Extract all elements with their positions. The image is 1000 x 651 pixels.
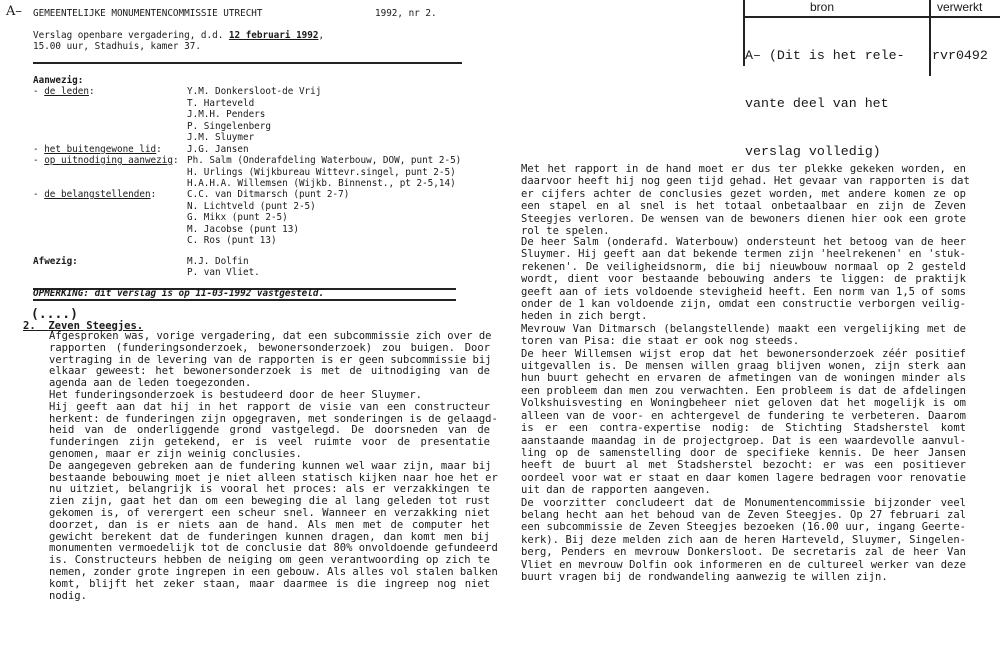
attendance-group-label — [33, 144, 162, 156]
text-line: monumenten vermoedelijk tot de conclusie dat 80% onvoldoende gefundeerd — [49, 542, 498, 555]
text-line: herkent: de funderingen zijn opgegraven, met sonderingen is de gelaagd- — [49, 412, 498, 425]
attendee-name: C. Ros (punt 13) — [187, 235, 277, 246]
paragraph — [521, 348, 966, 497]
attendee-name: H. Urlings (Wijkbureau Wittevr.singel, punt 2-5) — [187, 166, 456, 178]
attendance-group-label — [33, 155, 179, 167]
text-line: Met het rapport in de hand moet er dus ter plekke gekeken worden, en — [521, 163, 966, 175]
present-label: Aanwezig: — [33, 75, 84, 86]
text-line: gewicht berekent dat de funderingen kunnen dragen, dan komt men bij — [49, 530, 490, 543]
bron-line: verslag volledig) — [745, 144, 881, 159]
text-line: funderingen zijn getekend, er is veel ruimte voor de presentatie — [49, 436, 490, 449]
text-line: oordeel voor wat er staat en daar komen lagere bedragen voor renovatie — [521, 471, 966, 484]
list-dash: - — [33, 189, 45, 200]
text-line: zien zijn, gaat het dan om een beweging die al lang geleden tot rust — [49, 495, 490, 508]
text-line: toren van Pisa: die staat er ook nog steeds. — [521, 335, 800, 348]
list-dash: - — [33, 144, 45, 155]
bron-line: vante deel van het — [745, 96, 889, 111]
text-line: doorzet, dan is er niets aan de hand. Als men met de computer het — [49, 518, 490, 531]
verwerkt-cell: rvr0492 — [932, 48, 988, 63]
meeting-date: 12 februari 1992 — [228, 30, 319, 41]
attendee-name: H.A.H.A. Willemsen (Wijkb. Binnenst., pt 2-5,14) — [187, 178, 456, 189]
paragraph — [521, 323, 966, 348]
attendee-name: J.M.H. Penders — [187, 109, 266, 120]
right-column-text — [521, 236, 966, 583]
attendee-name: J.G. Jansen — [187, 144, 249, 155]
group-label-text: op uitnodiging aanwezig — [44, 155, 173, 166]
bron-line: A– (Dit is het rele- — [745, 48, 905, 63]
text-line: een subcommissie de Zeven Steegjes bezoeken (16.00 uur, ingang Geerte- — [521, 521, 966, 534]
paragraph — [521, 236, 966, 323]
attendee-name: M. Jacobse (punt 13) — [187, 223, 299, 235]
text-line: buurt vragen bij de rondwandeling aanwezig te willen zijn. — [521, 570, 888, 583]
group-label-text: de belangstellenden — [44, 189, 151, 200]
text-line: De voorzitter concludeert dat de Monumentencommissie bijzonder veel — [521, 496, 966, 509]
text-line: een stapel en al snel is het totaal onbetaalbaar en zijn de Zeven — [521, 200, 966, 213]
text-line: uit dan de rapporten aangeven. — [521, 484, 711, 497]
list-dash: - — [33, 86, 45, 97]
text-line: agenda aan de leden toegezonden. — [49, 377, 252, 390]
text-line: nemen, zonder grote ingrepen in een gebouw. Als alles vol stalen balken — [49, 565, 498, 578]
text-line: elkaar geweest: het bewonersonderzoek is met de uitnodiging van de — [49, 365, 490, 378]
list-dash: - — [33, 155, 45, 166]
text-line: ling op de samenstelling door de specifieke kennis. De heer Jansen — [521, 446, 966, 459]
text-line: nodig. — [49, 589, 87, 602]
text-line: is er een contra-expertise nodig: de Stichting Stadsherstel komt — [521, 422, 966, 435]
text-line: Hij geeft aan dat hij in het rapport de visie van een constructeur — [49, 400, 490, 413]
column-header-verwerkt: verwerkt — [937, 0, 983, 14]
meeting-line-1 — [33, 30, 324, 42]
text-line: geeft aan of iets voldoende stevigheid heeft. Een norm van 1,5 of soms — [521, 285, 966, 298]
attendee-name: Y.M. Donkersloot-de Vrij — [187, 86, 322, 97]
text-line: genomen, maar er zijn weinig conclusies. — [49, 447, 302, 460]
attendance-group-label — [33, 189, 156, 201]
text-line: rekenen'. De veiligheidsnorm, die bij nieuwbouw normaal op 2 gesteld — [521, 260, 966, 273]
right-continuation: rol te spelen. — [521, 225, 610, 237]
meeting-line-2: 15.00 uur, Stadhuis, kamer 37. — [33, 41, 201, 52]
absent-name: P. van Vliet. — [187, 267, 260, 278]
text-line: een probleem dan men zou verwachten. Een probleem is dat de afdelingen — [521, 384, 966, 397]
text-line: De heer Salm (onderafd. Waterbouw) ondersteunt het betoog van de heer — [521, 236, 966, 248]
paragraph — [521, 497, 966, 584]
right-column-intro — [521, 163, 970, 225]
text-line: aanstaande maandag in de projectgroep. Dat is een waardevolle aanvul- — [521, 434, 966, 447]
attendance-group-label — [33, 86, 95, 98]
remark-rule-bottom — [33, 299, 456, 301]
attendee-name: C.C. van Ditmarsch (punt 2-7) — [187, 189, 350, 200]
paragraph — [49, 390, 490, 402]
text-line: er cijfers achter de conclusies gezet worden, met andere komen ze op — [521, 187, 966, 200]
text-line: Vliet en mevrouw Dolfin ook informeren en de cultureel werker van deze — [521, 558, 966, 571]
remark: OPMERKING: dit verslag is op 11-03-1992 vastgesteld. — [33, 288, 325, 299]
section-number: 2. — [23, 320, 36, 332]
table-border-middle — [929, 0, 931, 76]
report-number: 1992, nr 2. — [375, 8, 437, 19]
group-label-text: de leden — [44, 86, 89, 97]
section-title: Zeven Steegjes. — [48, 320, 144, 332]
text-line: kerk). Bij deze melden zich aan de heren Harteveld, Sluymer, Singelen- — [521, 533, 966, 546]
left-column-text — [49, 330, 498, 602]
group-label-text: het buitengewone lid — [44, 144, 157, 155]
paragraph — [49, 400, 498, 461]
paragraph — [521, 163, 970, 225]
text-line: belang hecht aan het behoud van de Zeven Steegjes. Op 27 februari zal — [521, 508, 966, 521]
attendee-name: G. Mikx (punt 2-5) — [187, 212, 288, 223]
omission-marker: (....) — [31, 307, 78, 322]
text-line: Het funderingsonderzoek is bestudeerd door de heer Sluymer. — [49, 388, 422, 401]
text-line: daarvoor heeft hij nog geen tijd gehad. Het gevaar van rapporten is dat — [521, 175, 970, 188]
text-line: rapporten (funderingsonderzoek, bewonersonderzoek) zou buigen. Door — [49, 341, 490, 354]
meeting-prefix: Verslag openbare vergadering, d.d. — [33, 30, 229, 41]
colon: : — [88, 86, 95, 97]
text-line: heid van de onderliggende grond vastgelegd. De doorsneden van de — [49, 424, 490, 437]
bron-cell — [745, 16, 905, 176]
document-marker: A– — [6, 4, 22, 19]
text-line: komt, blijft het zeker staan, maar daarmee is die ingreep nog niet — [49, 577, 490, 590]
absent-label: Afwezig: — [33, 256, 78, 267]
text-line: gekomen is, of verergert een scheur snel. Wanneer en verzakking niet — [49, 506, 490, 519]
absent-name: M.J. Dolfin — [187, 256, 249, 267]
text-line: Volkshuisvesting en Woningbeheer niet geloven dat het mogelijk is om — [521, 397, 966, 410]
text-line: bestaande bebouwing moet je niet alleen statisch kijken naar hoe het er — [49, 471, 498, 484]
meeting-suffix: , — [318, 30, 325, 41]
text-line: vertraging in de levering van de rapporten is er geen subcommissie bij — [49, 353, 492, 366]
paragraph — [49, 459, 498, 603]
paragraph — [49, 331, 490, 390]
attendee-name: T. Harteveld — [187, 97, 255, 109]
organisation-title: GEMEENTELIJKE MONUMENTENCOMMISSIE UTRECHT — [33, 8, 263, 19]
colon: : — [156, 144, 162, 155]
text-line: onder de 1 kan voldoende zijn, omdat een constructie verborgen veilig- — [521, 298, 966, 311]
text-line: is. Constructeurs hebben de neiging om geen verantwoording op zich te — [49, 554, 490, 567]
text-line: Sluymer. Hij geeft aan dat bekende termen zijn 'heelrekenen' en 'stuk- — [521, 248, 966, 261]
text-line: nu uitziet, belangrijk is vooral het proces: als er verzakkingen te — [49, 483, 490, 496]
colon: : — [150, 189, 157, 200]
text-line: berg, Penders en mevrouw Donkersloot. De secretaris zal de heer Van — [521, 546, 966, 559]
text-line: Steegjes verloren. De wensen van de bewoners dienen hier ook een grote — [521, 212, 966, 225]
text-line: uitgevallen is. De mensen willen graag blijven wonen, zijn sterk aan — [521, 360, 966, 373]
text-line: hun buurt gehecht en ervaren de afmetingen van de woningen minder als — [521, 372, 966, 385]
text-line: De heer Willemsen wijst erop dat het bewonersonderzoek zéér positief — [521, 347, 966, 360]
attendee-name: J.M. Sluymer — [187, 132, 255, 143]
text-line: Afgesproken was, vorige vergadering, dat een subcommissie zich over de — [49, 330, 492, 342]
header-divider — [33, 62, 462, 64]
text-line: heden in zich bergt. — [521, 310, 648, 323]
text-line: De aangegeven gebreken aan de fundering kunnen wel waar zijn, maar bij — [49, 459, 492, 472]
text-line: heeft de buurt al met Stadsherstel bezocht: er was een positiever — [521, 459, 966, 472]
text-line: Mevrouw Van Ditmarsch (belangstellende) maakt een vergelijking met de — [521, 322, 966, 335]
attendee-name: P. Singelenberg — [187, 120, 271, 132]
attendee-name: Ph. Salm (Onderafdeling Waterbouw, DOW, punt 2-5) — [187, 155, 462, 166]
column-header-bron: bron — [810, 0, 835, 14]
text-line: alleen van de voor- en achtergevel de fundering te verbeteren. Daarom — [521, 409, 966, 422]
attendee-name: N. Lichtveld (punt 2-5) — [187, 200, 316, 212]
text-line: wordt, dient voor bestaande bebouwing anders te liggen: de praktijk — [521, 273, 966, 286]
colon: : — [172, 155, 179, 166]
